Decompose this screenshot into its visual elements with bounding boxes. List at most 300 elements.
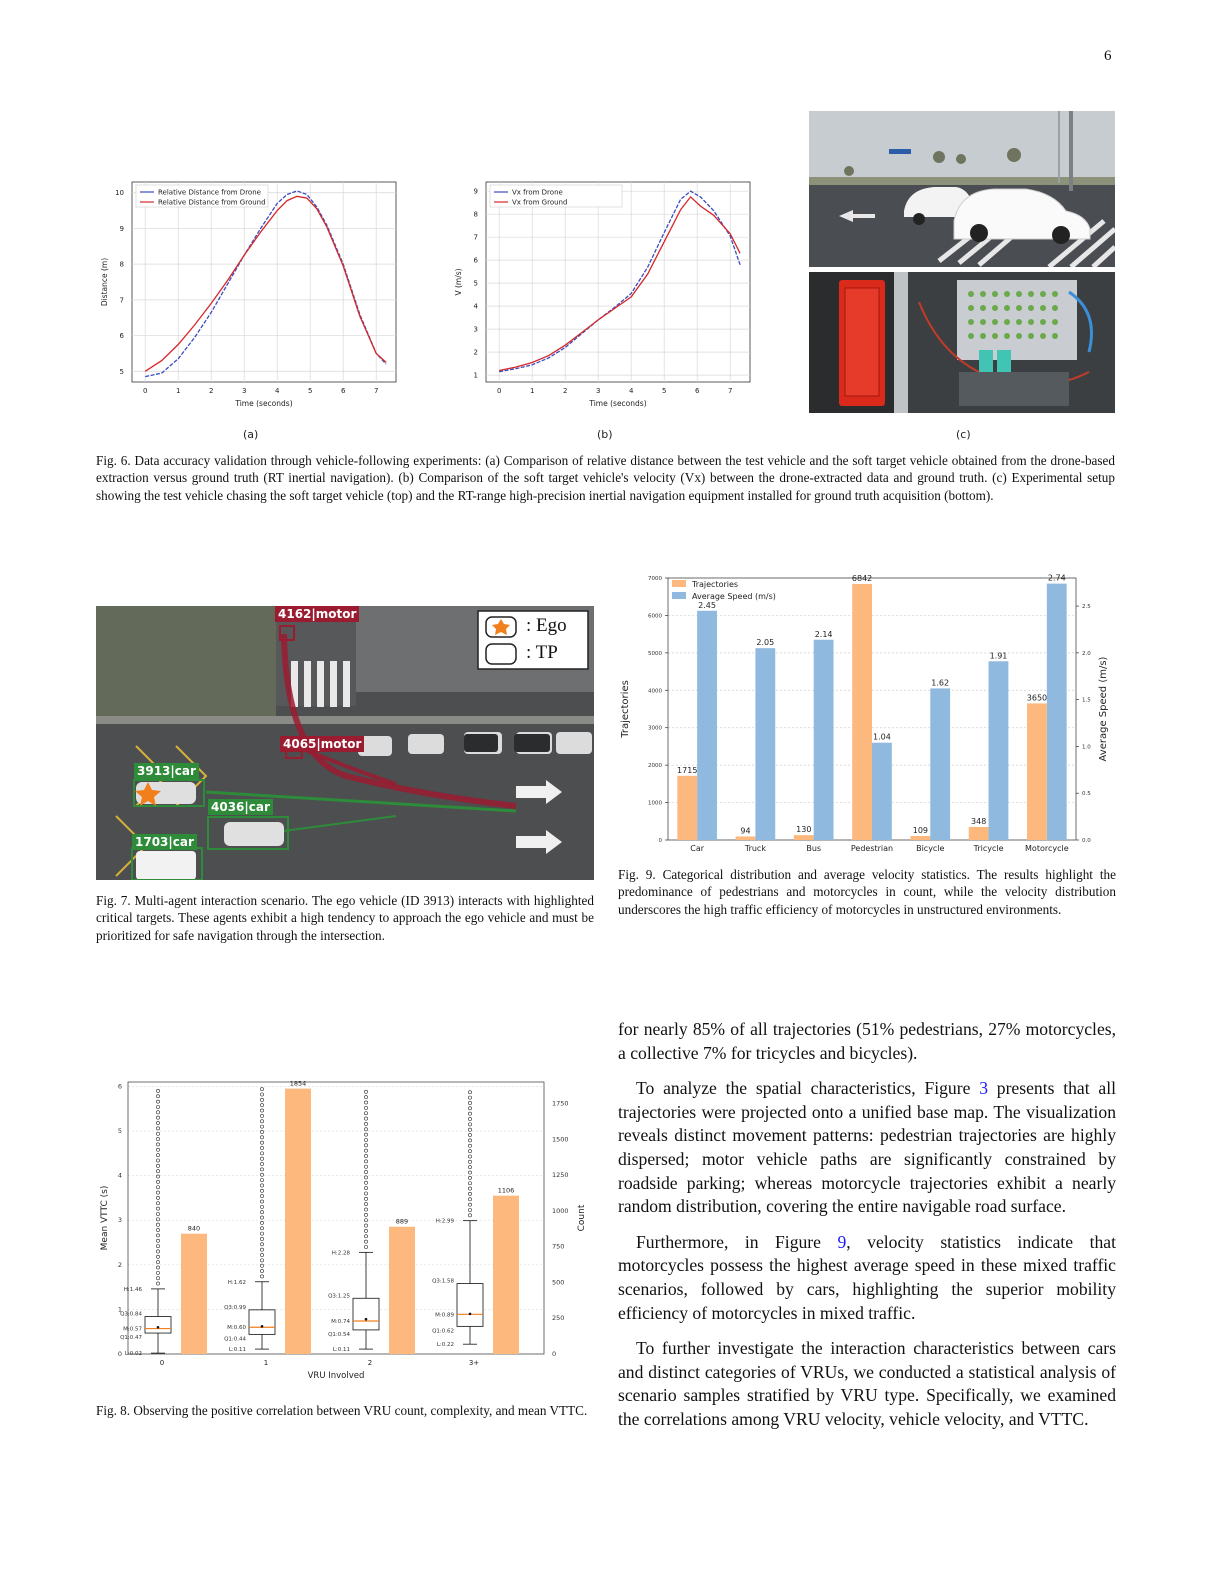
y-tick-label: 4 — [117, 1171, 122, 1180]
outlier-point — [156, 1100, 159, 1103]
y-tick-label: 4000 — [648, 688, 662, 695]
plot-frame — [132, 182, 396, 382]
box-stat-label: Q3:1.25 — [328, 1293, 350, 1300]
outlier-point — [260, 1216, 263, 1219]
y-right-tick-label: 0.5 — [1082, 791, 1091, 798]
outlier-point — [156, 1132, 159, 1135]
body-paragraph-3: Furthermore, in Figure 9, velocity statistics indicate that motorcycles possess the highest average speed in these mixed traffic scenarios, followed by cars, highlighting the superior mobility efficiency of motorcycles in mixed traffic. — [618, 1231, 1116, 1323]
y-axis-label: Trajectories — [620, 680, 631, 738]
x-tick-label: 2 — [367, 1359, 373, 1367]
outlier-point — [260, 1104, 263, 1107]
outlier-point — [468, 1107, 471, 1110]
y-right-tick-label: 1750 — [552, 1099, 569, 1108]
x-tick-label: 5 — [661, 387, 667, 395]
count-label: 1106 — [497, 1186, 515, 1195]
bar-speed-tricycle — [989, 661, 1009, 840]
outlier-point — [260, 1109, 263, 1112]
outlier-point — [156, 1271, 159, 1274]
y-tick-label: 6 — [119, 332, 124, 341]
value-label-trajectories: 94 — [740, 826, 751, 836]
x-axis-label: Time (seconds) — [589, 399, 647, 408]
outlier-point — [156, 1207, 159, 1210]
value-label-speed: 1.91 — [989, 651, 1008, 661]
bar-speed-bus — [814, 640, 834, 840]
outlier-point — [260, 1157, 263, 1160]
outlier-point — [468, 1176, 471, 1179]
y-right-tick-label: 1.5 — [1082, 697, 1091, 704]
outlier-point — [156, 1111, 159, 1114]
figure-3-link[interactable]: 3 — [979, 1078, 988, 1099]
outlier-point — [156, 1143, 159, 1146]
fig9-caption: Fig. 9. Categorical distribution and average velocity statistics. The results highlight the predominance of pedestrians and motorcycles in count, while the velocity distribution underscores the high traffic efficiency of motorcycles in unstructured environments. — [618, 867, 1116, 917]
outlier-point — [260, 1221, 263, 1224]
body-paragraph-1: for nearly 85% of all trajectories (51% pedestrians, 27% motorcycles, a collective 7% for tricycles and bicycles). — [618, 1019, 1116, 1063]
y-tick-label: 10 — [115, 189, 124, 198]
y-tick-label: 9 — [119, 224, 124, 233]
outlier-point — [260, 1205, 263, 1208]
outlier-point — [364, 1138, 367, 1141]
figure-9-link[interactable]: 9 — [837, 1231, 847, 1252]
box-stat-label: L:0.22 — [436, 1342, 454, 1349]
outlier-point — [260, 1093, 263, 1096]
outlier-point — [364, 1149, 367, 1152]
value-label-trajectories: 1715 — [677, 765, 698, 775]
x-tick-label: 4 — [628, 387, 634, 395]
box-stat-label: Q1:0.44 — [224, 1336, 246, 1343]
y-right-tick-label: 0 — [552, 1350, 557, 1358]
x-tick-label: 3 — [595, 387, 601, 395]
x-tick-label: Pedestrian — [850, 844, 894, 853]
outlier-point — [260, 1098, 263, 1101]
outlier-point — [260, 1227, 263, 1230]
outlier-point — [364, 1203, 367, 1206]
y-right-tick-label: 1000 — [552, 1206, 569, 1215]
x-tick-label: 1 — [263, 1359, 269, 1367]
outlier-point — [156, 1255, 159, 1258]
outlier-point — [468, 1091, 471, 1094]
outlier-point — [156, 1164, 159, 1167]
outlier-point — [468, 1155, 471, 1158]
outlier-point — [260, 1195, 263, 1198]
bar-speed-car — [697, 611, 717, 840]
outlier-point — [364, 1181, 367, 1184]
y-right-tick-label: 500 — [552, 1278, 565, 1287]
x-tick-label: 3 — [241, 387, 247, 395]
outlier-point — [260, 1200, 263, 1203]
outlier-point — [260, 1162, 263, 1165]
box-2 — [353, 1298, 379, 1330]
outlier-point — [260, 1269, 263, 1272]
outlier-point — [156, 1266, 159, 1269]
bar-trajectories-tricycle — [969, 827, 989, 840]
y-tick-label: 9 — [473, 187, 478, 196]
bar-speed-truck — [755, 648, 775, 840]
y-tick-label: 1000 — [648, 800, 662, 807]
y-right-tick-label: 2.5 — [1082, 604, 1091, 611]
box-stat-label: M:0.57 — [123, 1326, 142, 1333]
box-stat-label: M:0.60 — [227, 1325, 246, 1332]
outlier-point — [364, 1187, 367, 1190]
outlier-point — [364, 1160, 367, 1163]
bar-trajectories-bicycle — [910, 836, 930, 840]
x-tick-label: 5 — [307, 387, 313, 395]
body-text-column — [618, 1018, 1116, 1444]
outlier-point — [364, 1240, 367, 1243]
y-right-tick-label: 750 — [552, 1242, 565, 1251]
y-tick-label: 6 — [473, 256, 478, 265]
value-label-speed: 2.14 — [814, 629, 833, 639]
box-stat-label: L:0.11 — [332, 1347, 350, 1354]
outlier-point — [468, 1214, 471, 1217]
x-axis-label: VRU Involved — [307, 1371, 365, 1381]
legend-label: Average Speed (m/s) — [692, 592, 776, 601]
x-tick-label: Motorcycle — [1025, 844, 1069, 853]
y-tick-label: 5000 — [648, 650, 662, 657]
x-tick-label: 2 — [208, 387, 214, 395]
count-bar-0 — [181, 1234, 207, 1354]
value-label-speed: 1.62 — [931, 678, 950, 688]
outlier-point — [260, 1189, 263, 1192]
y-axis-label: V (m/s) — [454, 268, 463, 296]
outlier-point — [468, 1133, 471, 1136]
outlier-point — [364, 1197, 367, 1200]
bar-speed-pedestrian — [872, 743, 892, 840]
outlier-point — [156, 1228, 159, 1231]
fig9-chart — [618, 568, 1116, 858]
outlier-point — [156, 1159, 159, 1162]
bar-trajectories-motorcycle — [1027, 703, 1047, 840]
outlier-point — [156, 1154, 159, 1157]
box-stat-label: H:2.28 — [331, 1250, 350, 1257]
outlier-point — [156, 1180, 159, 1183]
outlier-point — [156, 1212, 159, 1215]
x-tick-label: Bus — [806, 844, 822, 853]
legend-ego-label: : Ego — [526, 615, 567, 636]
outlier-point — [364, 1176, 367, 1179]
outlier-point — [156, 1148, 159, 1151]
box-stat-label: Q1:0.54 — [328, 1331, 350, 1338]
mean-marker — [157, 1326, 160, 1329]
y-tick-label: 6000 — [648, 613, 662, 620]
outlier-point — [364, 1144, 367, 1147]
outlier-point — [364, 1122, 367, 1125]
bar-trajectories-car — [677, 776, 697, 840]
outlier-point — [468, 1101, 471, 1104]
bar-trajectories-bus — [794, 835, 814, 840]
outlier-point — [364, 1192, 367, 1195]
outlier-point — [156, 1137, 159, 1140]
x-axis-label: Time (seconds) — [235, 399, 293, 408]
outlier-point — [468, 1117, 471, 1120]
bar-speed-motorcycle — [1047, 584, 1067, 840]
outlier-point — [468, 1182, 471, 1185]
outlier-point — [260, 1136, 263, 1139]
outlier-point — [364, 1229, 367, 1232]
outlier-point — [156, 1186, 159, 1189]
outlier-point — [468, 1150, 471, 1153]
y-right-tick-label: 1250 — [552, 1171, 569, 1180]
outlier-point — [364, 1170, 367, 1173]
y-tick-label: 2 — [117, 1260, 122, 1269]
y-tick-label: 8 — [473, 210, 478, 219]
fig7-aerial-image — [96, 606, 594, 880]
outlier-point — [260, 1146, 263, 1149]
x-tick-label: 7 — [373, 387, 379, 395]
outlier-point — [260, 1114, 263, 1117]
x-tick-label: Bicycle — [916, 844, 945, 853]
y-tick-label: 3000 — [648, 725, 662, 732]
outlier-point — [364, 1235, 367, 1238]
y-tick-label: 2000 — [648, 763, 662, 770]
bar-trajectories-truck — [736, 836, 756, 840]
outlier-point — [364, 1117, 367, 1120]
outlier-point — [156, 1105, 159, 1108]
outlier-point — [156, 1202, 159, 1205]
box-3+ — [457, 1284, 483, 1327]
bar-trajectories-pedestrian — [852, 584, 872, 840]
body-paragraph-4: To further investigate the interaction characteristics between cars and distinct categories of VRUs, we conducted a statistical analysis of scenario samples stratified by VRU type. Specifically, we examined the correlations among VRU velocity, vehicle velocity, and VTTC. — [618, 1338, 1116, 1429]
y-tick-label: 7 — [473, 233, 478, 242]
outlier-point — [364, 1106, 367, 1109]
outlier-point — [156, 1239, 159, 1242]
count-label: 1854 — [289, 1079, 307, 1088]
y-tick-label: 2 — [473, 348, 478, 357]
outlier-point — [156, 1277, 159, 1280]
outlier-point — [364, 1154, 367, 1157]
outlier-point — [364, 1128, 367, 1131]
outlier-point — [260, 1243, 263, 1246]
value-label-trajectories: 3650 — [1026, 693, 1048, 703]
outlier-point — [156, 1191, 159, 1194]
fig6c-sublabel: (c) — [956, 428, 971, 441]
value-label-speed: 2.74 — [1047, 573, 1066, 583]
y-tick-label: 3 — [117, 1216, 122, 1225]
fig6b-chart — [450, 176, 760, 412]
legend-label: Relative Distance from Drone — [158, 188, 261, 197]
outlier-point — [364, 1090, 367, 1093]
y-right-tick-label: 250 — [552, 1314, 565, 1323]
box-stat-label: M:0.89 — [435, 1312, 454, 1319]
y-tick-label: 1 — [473, 371, 478, 380]
outlier-point — [260, 1184, 263, 1187]
outlier-point — [260, 1259, 263, 1262]
outlier-point — [156, 1250, 159, 1253]
outlier-point — [468, 1208, 471, 1211]
outlier-point — [468, 1171, 471, 1174]
outlier-point — [156, 1089, 159, 1092]
x-tick-label: 3+ — [468, 1359, 480, 1367]
fig6a-chart — [96, 176, 406, 412]
legend-swatch — [672, 580, 686, 587]
x-tick-label: 6 — [340, 387, 346, 395]
x-tick-label: 2 — [562, 387, 568, 395]
tag-3913-car: 3913|car — [134, 763, 199, 779]
y-tick-label: 1 — [117, 1305, 122, 1314]
box-stat-label: H:2.99 — [435, 1218, 454, 1225]
x-tick-label: 0 — [159, 1359, 165, 1367]
legend-label: Vx from Ground — [512, 198, 568, 207]
y-right-tick-label: 1.0 — [1082, 744, 1091, 751]
outlier-point — [260, 1120, 263, 1123]
fig8-chart — [96, 1074, 594, 1386]
outlier-point — [364, 1208, 367, 1211]
outlier-point — [260, 1152, 263, 1155]
outlier-point — [156, 1261, 159, 1264]
outlier-point — [156, 1170, 159, 1173]
outlier-point — [468, 1166, 471, 1169]
box-stat-label: H:1.62 — [227, 1279, 246, 1286]
box-0 — [145, 1317, 171, 1333]
value-label-trajectories: 130 — [796, 825, 812, 835]
value-label-trajectories: 109 — [912, 825, 929, 835]
y-right-tick-label: 0.0 — [1082, 838, 1091, 844]
outlier-point — [156, 1121, 159, 1124]
tag-4036-car: 4036|car — [208, 799, 273, 815]
x-tick-label: 6 — [694, 387, 700, 395]
outlier-point — [156, 1196, 159, 1199]
outlier-point — [364, 1245, 367, 1248]
fig6b-sublabel: (b) — [597, 428, 613, 441]
x-tick-label: 1 — [175, 387, 181, 395]
count-bar-3+ — [493, 1196, 519, 1354]
outlier-point — [468, 1203, 471, 1206]
box-stat-label: Q3:1.58 — [432, 1278, 454, 1285]
outlier-point — [468, 1198, 471, 1201]
y-axis-label: Mean VTTC (s) — [100, 1185, 110, 1251]
outlier-point — [260, 1232, 263, 1235]
fig6-caption: Fig. 6. Data accuracy validation through vehicle-following experiments: (a) Comparison of relative distance between the test vehicle and the soft target vehicle obtained from the drone-based extraction versus ground truth (RT inertial navigation). (b) Comparison of the soft target vehicle's velocity (Vx) between the drone-extracted data and ground truth. (c) Experimental setup showing the test vehicle chasing the soft target vehicle (top) and the RT-range high-precision inertial navigation equipment installed for ground truth acquisition (bottom). — [96, 453, 1115, 503]
box-stat-label: L:0.02 — [124, 1351, 142, 1358]
mean-marker — [469, 1313, 472, 1316]
outlier-point — [260, 1168, 263, 1171]
fig6a-sublabel: (a) — [243, 428, 259, 441]
x-tick-label: Car — [690, 844, 705, 853]
y-right-axis-label: Count — [577, 1204, 587, 1232]
outlier-point — [156, 1282, 159, 1285]
outlier-point — [364, 1096, 367, 1099]
tag-1703-car: 1703|car — [132, 834, 197, 850]
outlier-point — [156, 1244, 159, 1247]
y-tick-label: 7000 — [648, 576, 662, 582]
body-paragraph-2: To analyze the spatial characteristics, Figure 3 presents that all trajectories were projected onto a unified base map. The visualization reveals distinct movement patterns: pedestrian trajectories are highly dispersed; motor vehicle paths are significantly constrained by roadside parking; whereas motorcycle trajectories exhibit a nearly random distribution, covering the entire navigable road surface. — [618, 1078, 1116, 1217]
y-right-tick-label: 2.0 — [1082, 650, 1091, 657]
count-bar-1 — [285, 1089, 311, 1354]
box-stat-label: Q1:0.62 — [432, 1328, 454, 1335]
legend-tp-label: : TP — [526, 642, 558, 663]
outlier-point — [468, 1123, 471, 1126]
outlier-point — [468, 1192, 471, 1195]
bar-speed-bicycle — [930, 688, 950, 840]
x-tick-label: 4 — [274, 387, 280, 395]
y-tick-label: 8 — [119, 260, 124, 269]
count-label: 889 — [395, 1217, 409, 1226]
box-stat-label: Q1:0.47 — [120, 1335, 142, 1342]
outlier-point — [156, 1223, 159, 1226]
box-stat-label: H:1.46 — [123, 1286, 142, 1293]
outlier-point — [260, 1248, 263, 1251]
outlier-point — [468, 1112, 471, 1115]
y-tick-label: 7 — [119, 296, 124, 305]
outlier-point — [364, 1165, 367, 1168]
x-tick-label: 0 — [142, 387, 148, 395]
box-stat-label: L:0.11 — [228, 1347, 246, 1354]
outlier-point — [260, 1275, 263, 1278]
y-tick-label: 0 — [658, 838, 662, 844]
tag-4162-motor: 4162|motor — [275, 606, 359, 622]
x-tick-label: Truck — [744, 844, 766, 853]
outlier-point — [364, 1101, 367, 1104]
fig8-caption: Fig. 8. Observing the positive correlation between VRU count, complexity, and mean VTTC. — [96, 1403, 588, 1418]
x-tick-label: Tricycle — [973, 844, 1004, 853]
outlier-point — [260, 1125, 263, 1128]
value-label-speed: 1.04 — [873, 732, 891, 742]
y-tick-label: 5 — [473, 279, 478, 288]
y-right-tick-label: 1500 — [552, 1135, 569, 1144]
value-label-trajectories: 348 — [971, 816, 987, 826]
legend-swatch — [672, 592, 686, 599]
outlier-point — [468, 1144, 471, 1147]
outlier-point — [260, 1253, 263, 1256]
count-label: 840 — [187, 1224, 201, 1233]
fig7-caption: Fig. 7. Multi-agent interaction scenario. The ego vehicle (ID 3913) interacts with highlighted critical targets. These agents exhibit a high tendency to approach the ego vehicle and must be prioritized for safe navigation through the intersection. — [96, 893, 594, 943]
x-tick-label: 0 — [496, 387, 502, 395]
outlier-point — [364, 1224, 367, 1227]
outlier-point — [156, 1234, 159, 1237]
legend-label: Trajectories — [692, 580, 739, 589]
legend-label: Vx from Drone — [512, 188, 563, 197]
photo-inertial-equipment — [809, 272, 1115, 413]
count-bar-2 — [389, 1227, 415, 1354]
mean-marker — [261, 1325, 264, 1328]
tag-4065-motor: 4065|motor — [280, 736, 364, 752]
box-stat-label: Q3:0.99 — [224, 1304, 246, 1311]
y-tick-label: 6 — [117, 1082, 122, 1091]
outlier-point — [260, 1141, 263, 1144]
outlier-point — [468, 1160, 471, 1163]
box-stat-label: Q3:0.84 — [120, 1311, 142, 1318]
mean-marker — [365, 1318, 368, 1321]
box-stat-label: M:0.74 — [331, 1319, 350, 1326]
y-axis-label: Distance (m) — [100, 257, 109, 307]
outlier-point — [468, 1139, 471, 1142]
outlier-point — [156, 1116, 159, 1119]
outlier-point — [260, 1178, 263, 1181]
outlier-point — [156, 1095, 159, 1098]
y-tick-label: 3 — [473, 325, 478, 334]
x-tick-label: 7 — [727, 387, 733, 395]
page-number: 6 — [1104, 48, 1112, 64]
photo-vehicle-chase — [809, 111, 1115, 267]
outlier-point — [364, 1213, 367, 1216]
outlier-point — [260, 1237, 263, 1240]
outlier-point — [364, 1133, 367, 1136]
value-label-trajectories: 6842 — [851, 573, 873, 583]
x-tick-label: 1 — [529, 387, 535, 395]
outlier-point — [260, 1088, 263, 1091]
y-tick-label: 5 — [117, 1127, 122, 1136]
outlier-point — [156, 1127, 159, 1130]
outlier-point — [468, 1187, 471, 1190]
outlier-point — [260, 1211, 263, 1214]
outlier-point — [468, 1096, 471, 1099]
box-1 — [249, 1310, 275, 1335]
value-label-speed: 2.45 — [698, 600, 716, 610]
y-right-axis-label: Average Speed (m/s) — [1098, 656, 1109, 762]
y-tick-label: 0 — [117, 1350, 122, 1358]
legend-label: Relative Distance from Ground — [158, 198, 266, 207]
y-tick-label: 4 — [473, 302, 478, 311]
value-label-speed: 2.05 — [756, 638, 775, 648]
